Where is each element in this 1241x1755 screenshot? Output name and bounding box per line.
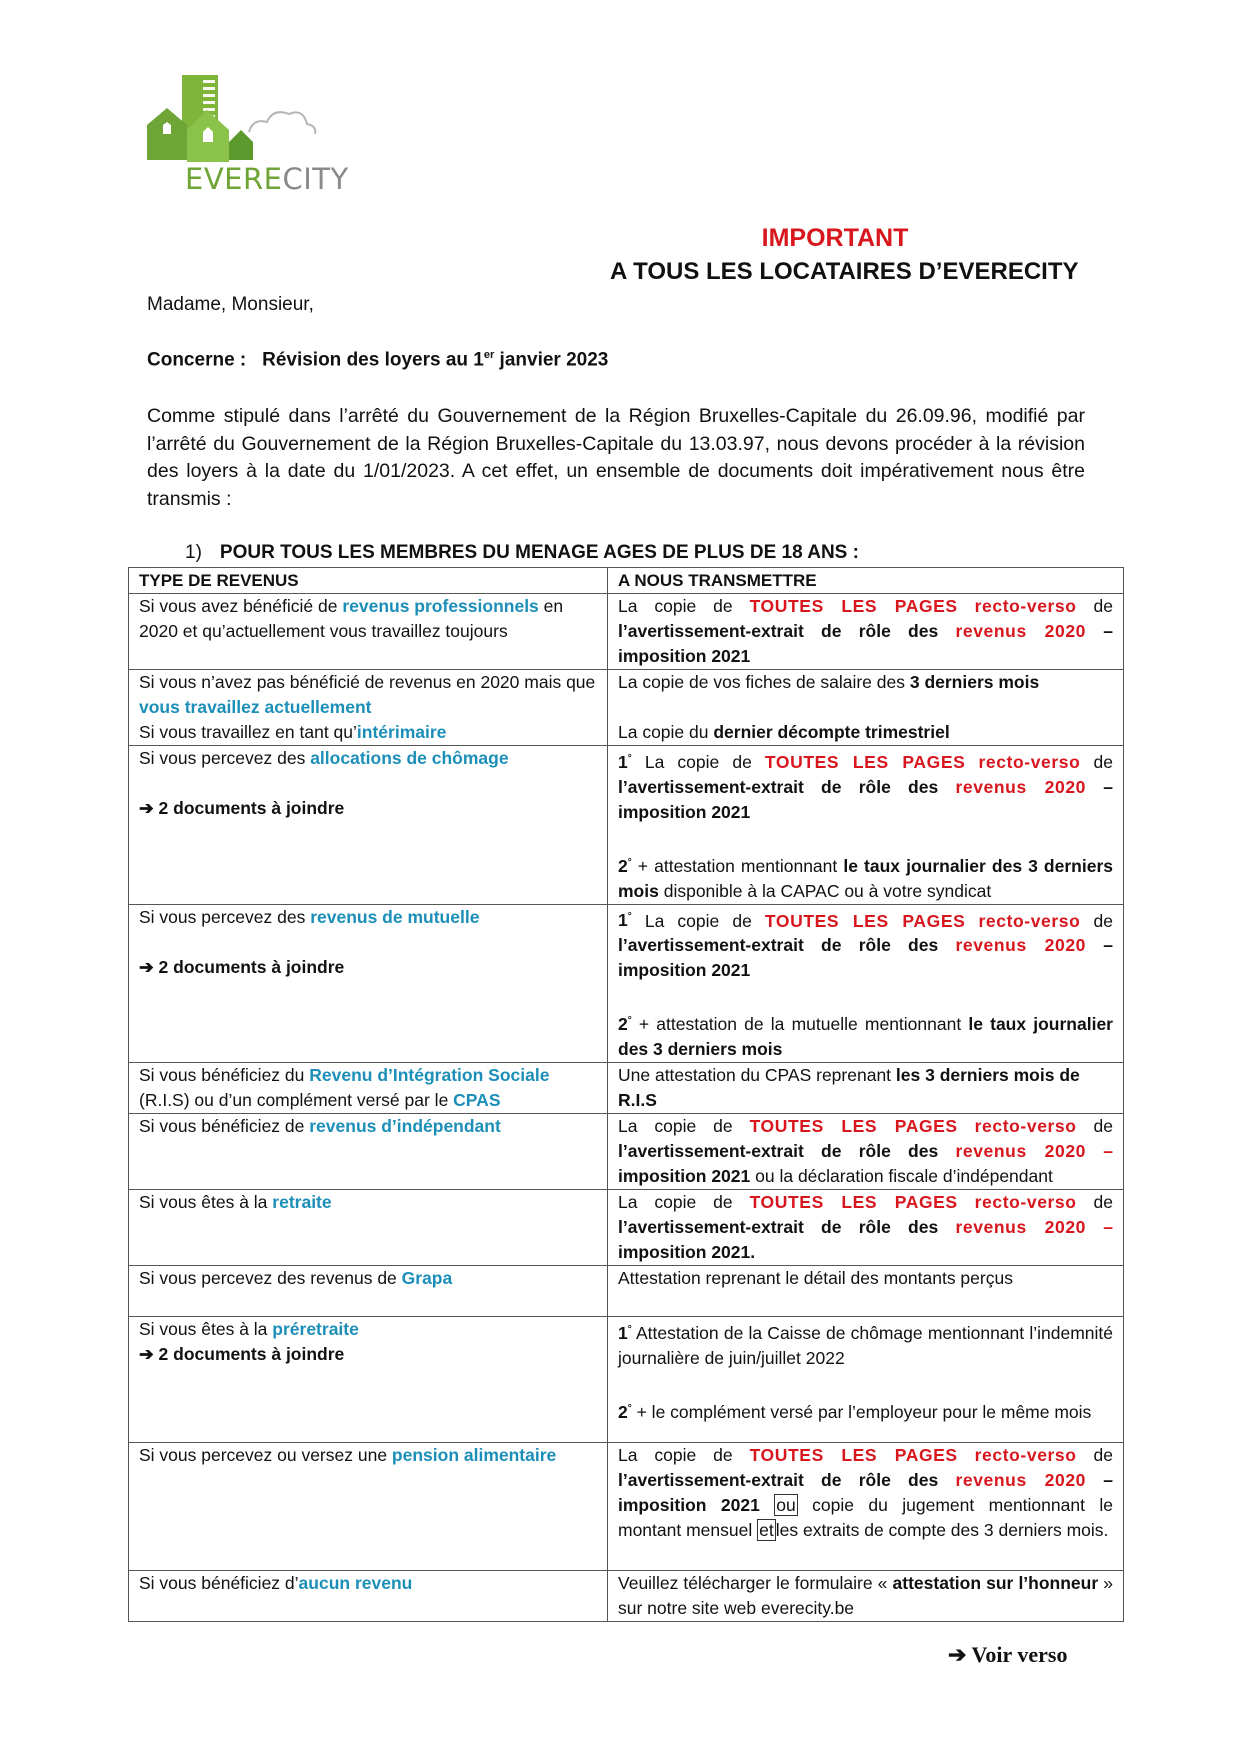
income-type-cell: Si vous bénéficiez d’aucun revenu bbox=[129, 1571, 608, 1622]
table-row bbox=[129, 1190, 1124, 1266]
documents-cell: La copie de TOUTES LES PAGES recto-verso de l’avertissement-extrait de rôle des revenus 2020 – imposition 2021 ou la déclaration fiscale d’indépendant bbox=[608, 1114, 1124, 1190]
documents-cell: La copie de TOUTES LES PAGES recto-verso de l’avertissement-extrait de rôle des revenus 2020 – imposition 2021 bbox=[608, 594, 1124, 670]
income-type-cell: Si vous percevez ou versez une pension alimentaire bbox=[129, 1443, 608, 1571]
table-row bbox=[129, 746, 1124, 905]
important-title: IMPORTANT bbox=[761, 224, 909, 252]
intro-paragraph: Comme stipulé dans l’arrêté du Gouvernement de la Région Bruxelles-Capitale du 26.09.96, modifié par l’arrêté du Gouvernement de la Région Bruxelles-Capitale du 13.03.97, nous devons procéder à la révision des loyers à la date du 1/01/2023. A cet effet, un ensemble de documents doit impérativement nous être transmis : bbox=[147, 405, 1085, 510]
table-header-row bbox=[129, 568, 1124, 594]
arrow-right-icon: ➔ bbox=[139, 798, 154, 818]
documents-cell: Une attestation du CPAS reprenant les 3 derniers mois de R.I.S bbox=[608, 1063, 1124, 1114]
documents-cell: 1° La copie de TOUTES LES PAGES recto-verso de l’avertissement-extrait de rôle des revenus 2020 – imposition 2021 2° + attestation de la mutuelle mentionnant le taux journalier des 3 derniers mois bbox=[608, 904, 1124, 1063]
audience-title: A TOUS LES LOCATAIRES D’EVERECITY bbox=[610, 258, 1079, 285]
salutation: Madame, Monsieur, bbox=[147, 294, 314, 315]
income-type-cell: Si vous percevez des allocations de chômage ➔ 2 documents à joindre bbox=[129, 746, 608, 905]
table-row bbox=[129, 1114, 1124, 1190]
income-type-cell: Si vous avez bénéficié de revenus professionnels en 2020 et qu’actuellement vous travaillez toujours bbox=[129, 594, 608, 670]
income-type-cell: Si vous êtes à la préretraite ➔ 2 documents à joindre bbox=[129, 1317, 608, 1443]
table-row bbox=[129, 1063, 1124, 1114]
arrow-right-icon: ➔ bbox=[948, 1642, 967, 1667]
everecity-logo bbox=[145, 70, 349, 200]
table-row bbox=[129, 1266, 1124, 1317]
income-type-cell: Si vous bénéficiez du Revenu d’Intégration Sociale (R.I.S) ou d’un complément versé par le CPAS bbox=[129, 1063, 608, 1114]
table-row bbox=[129, 904, 1124, 1063]
income-type-cell: Si vous percevez des revenus de mutuelle ➔ 2 documents à joindre bbox=[129, 904, 608, 1063]
income-type-cell: Si vous bénéficiez de revenus d’indépendant bbox=[129, 1114, 608, 1190]
logo-building-icon bbox=[145, 70, 345, 165]
arrow-right-icon: ➔ bbox=[139, 956, 154, 977]
column-header-transmit: A NOUS TRANSMETTRE bbox=[608, 568, 1124, 594]
logo-text: EVERECITY bbox=[185, 162, 349, 196]
table-row bbox=[129, 1317, 1124, 1443]
documents-cell: Attestation reprenant le détail des montants perçus bbox=[608, 1266, 1124, 1317]
documents-cell: Veuillez télécharger le formulaire « attestation sur l’honneur » sur notre site web everecity.be bbox=[608, 1571, 1124, 1622]
table-row bbox=[129, 670, 1124, 746]
documents-cell: 1° La copie de TOUTES LES PAGES recto-verso de l’avertissement-extrait de rôle des revenus 2020 – imposition 2021 2° + attestation mentionnant le taux journalier des 3 derniers mois disponible à la CAPAC ou à votre syndicat bbox=[608, 746, 1124, 905]
documents-cell: 1° Attestation de la Caisse de chômage mentionnant l’indemnité journalière de juin/juillet 2022 2° + le complément versé par l’employeur pour le même mois bbox=[608, 1317, 1124, 1443]
table-row bbox=[129, 1443, 1124, 1571]
arrow-right-icon: ➔ bbox=[139, 1344, 154, 1365]
income-type-cell: Si vous percevez des revenus de Grapa bbox=[129, 1266, 608, 1317]
concerne-line: Concerne : Révision des loyers au 1er janvier 2023 bbox=[147, 349, 609, 371]
documents-table bbox=[128, 567, 1124, 1622]
documents-cell: La copie de TOUTES LES PAGES recto-verso de l’avertissement-extrait de rôle des revenus 2020 – imposition 2021 ou copie du jugement mentionnant le montant mensuel et les extraits de compte des 3 derniers mois. bbox=[608, 1443, 1124, 1571]
see-reverse-note: ➔ Voir verso bbox=[948, 1642, 1068, 1667]
income-type-cell: Si vous êtes à la retraite bbox=[129, 1190, 608, 1266]
column-header-type: TYPE DE REVENUS bbox=[129, 568, 608, 594]
documents-cell: La copie de vos fiches de salaire des 3 derniers mois La copie du dernier décompte trimestriel bbox=[608, 670, 1124, 746]
documents-cell: La copie de TOUTES LES PAGES recto-verso de l’avertissement-extrait de rôle des revenus 2020 – imposition 2021. bbox=[608, 1190, 1124, 1266]
section-heading: 1) POUR TOUS LES MEMBRES DU MENAGE AGES DE PLUS DE 18 ANS : bbox=[185, 542, 859, 563]
income-type-cell: Si vous n’avez pas bénéficié de revenus en 2020 mais que vous travaillez actuellement Si vous travaillez en tant qu’intérimaire bbox=[129, 670, 608, 746]
table-row bbox=[129, 1571, 1124, 1622]
table-row bbox=[129, 594, 1124, 670]
